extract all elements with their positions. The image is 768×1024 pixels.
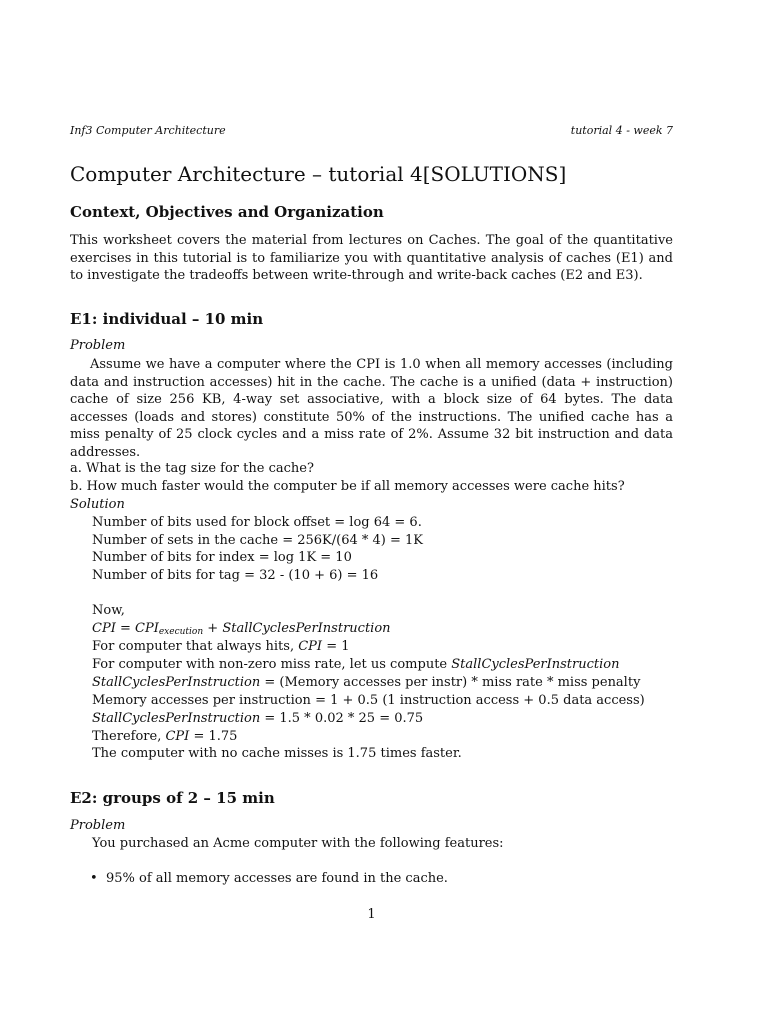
cpi-variable: CPI bbox=[298, 639, 323, 654]
always-hits-text: For computer that always hits, bbox=[92, 639, 299, 654]
cpi-execution-subscript: execution bbox=[158, 627, 204, 637]
cpi-variable: CPI bbox=[92, 621, 116, 636]
solution-line-sets: Number of sets in the cache = 256K/(64 * 4) = 1K bbox=[92, 533, 423, 548]
therefore-value: = 1.75 bbox=[189, 729, 238, 744]
equals-sign: = bbox=[115, 621, 136, 636]
solution-line-nonzero-miss bbox=[92, 657, 619, 672]
solution-line-stall-value bbox=[92, 711, 423, 726]
solution-line-always-hits bbox=[92, 639, 350, 654]
therefore-text: Therefore, bbox=[92, 729, 166, 744]
question-b: b. How much faster would the computer be if all memory accesses were cache hits? bbox=[70, 479, 625, 494]
solution-line-therefore bbox=[92, 729, 237, 744]
solution-line-cpi-formula bbox=[92, 621, 391, 637]
running-header bbox=[70, 124, 673, 137]
solution-line-index: Number of bits for index = log 1K = 10 bbox=[92, 550, 352, 565]
e1-problem-label: Problem bbox=[70, 338, 126, 353]
header-tutorial-week: tutorial 4 - week 7 bbox=[570, 124, 673, 137]
nonzero-miss-text: For computer with non-zero miss rate, let us compute bbox=[92, 657, 452, 672]
list-item bbox=[90, 871, 448, 886]
e1-problem-text: Assume we have a computer where the CPI is 1.0 when all memory accesses (including data and instruction accesses) hit in the cache. The cache is a unified (data + instruction) cache of size 256 KB, 4-way set associative, with a block size of 64 bytes. The data accesses (loads and stores) constitute 50% of the instructions. The unified cache has a miss penalty of 25 clock cycles and a miss rate of 2%. Assume 32 bit instruction and data addresses. bbox=[70, 357, 673, 460]
stall-value-rest: = 1.5 * 0.02 * 25 = 0.75 bbox=[260, 711, 424, 726]
e2-problem-label: Problem bbox=[70, 818, 126, 833]
cpi-execution-variable: CPI bbox=[135, 621, 159, 636]
stall-cycles-variable: StallCyclesPerInstruction bbox=[222, 621, 391, 636]
context-paragraph: This worksheet covers the material from lectures on Caches. The goal of the quantitative exercises in this tutorial is to familiarize you with quantitative analysis of caches (E1) and to investigate the tradeoffs between write-through and write-back caches (E2 and E3). bbox=[70, 233, 673, 283]
cpi-variable: CPI bbox=[165, 729, 190, 744]
document-page bbox=[70, 0, 673, 1024]
always-hits-value: = 1 bbox=[322, 639, 350, 654]
page-title: Computer Architecture – tutorial 4[SOLUTIONS] bbox=[70, 162, 567, 186]
stall-formula-rest: = (Memory accesses per instr) * miss rate * miss penalty bbox=[260, 675, 641, 690]
e2-intro: You purchased an Acme computer with the following features: bbox=[92, 836, 504, 851]
section-heading-e1: E1: individual – 10 min bbox=[70, 310, 264, 328]
question-a: a. What is the tag size for the cache? bbox=[70, 461, 314, 476]
section-heading-context: Context, Objectives and Organization bbox=[70, 203, 384, 221]
header-course: Inf3 Computer Architecture bbox=[70, 124, 226, 137]
stall-cycles-variable: StallCyclesPerInstruction bbox=[92, 675, 261, 690]
page-number: 1 bbox=[367, 907, 376, 922]
e1-solution-label: Solution bbox=[70, 497, 125, 512]
bullet-text: 95% of all memory accesses are found in the cache. bbox=[106, 871, 448, 886]
section-heading-e2: E2: groups of 2 – 15 min bbox=[70, 789, 275, 807]
plus-sign: + bbox=[203, 621, 223, 636]
solution-line-stall-formula bbox=[92, 675, 640, 690]
solution-line-tag: Number of bits for tag = 32 - (10 + 6) = 16 bbox=[92, 568, 379, 583]
stall-cycles-variable: StallCyclesPerInstruction bbox=[451, 657, 620, 672]
solution-line-conclusion: The computer with no cache misses is 1.75 times faster. bbox=[92, 746, 462, 761]
stall-cycles-variable: StallCyclesPerInstruction bbox=[92, 711, 261, 726]
solution-line-now: Now, bbox=[92, 603, 125, 618]
solution-line-block-offset: Number of bits used for block offset = log 64 = 6. bbox=[92, 515, 422, 530]
bullet-icon: • bbox=[90, 871, 98, 886]
solution-line-mem-accesses: Memory accesses per instruction = 1 + 0.5 (1 instruction access + 0.5 data access) bbox=[92, 693, 645, 708]
